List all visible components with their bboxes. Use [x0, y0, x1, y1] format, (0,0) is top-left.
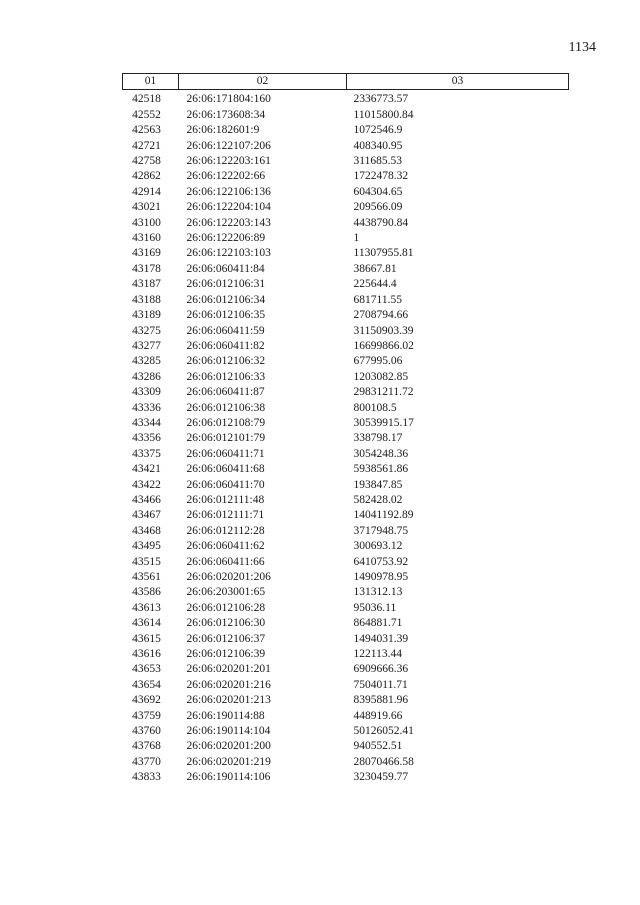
value-cell: 800108.5	[353, 401, 397, 414]
cadastral-number-cell: 26:06:122204:104	[186, 201, 271, 214]
row-id-cell: 43495	[132, 540, 161, 553]
table-row	[123, 123, 569, 138]
cadastral-number-cell: 26:06:012106:34	[186, 293, 266, 306]
table-row	[123, 601, 569, 616]
row-id-cell: 43188	[132, 293, 161, 306]
value-cell: 582428.02	[353, 493, 403, 506]
cadastral-number-cell: 26:06:122106:136	[186, 185, 271, 198]
table-row	[123, 154, 569, 169]
value-cell: 1722478.32	[353, 170, 409, 183]
cadastral-number-cell: 26:06:012106:30	[186, 617, 266, 630]
row-id-cell: 42518	[132, 93, 161, 106]
value-cell: 3230459.77	[353, 771, 409, 784]
table-row	[123, 570, 569, 585]
row-id-cell: 43285	[132, 355, 161, 368]
cadastral-number-cell: 26:06:012101:79	[186, 432, 266, 445]
cadastral-number-cell: 26:06:122107:206	[186, 139, 271, 152]
row-id-cell: 43169	[132, 247, 161, 260]
table-row	[123, 555, 569, 570]
table-row	[123, 539, 569, 554]
cadastral-number-cell: 26:06:020201:201	[186, 663, 271, 676]
value-cell: 38667.81	[353, 262, 397, 275]
table-row	[123, 185, 569, 200]
table-row	[123, 770, 569, 785]
row-id-cell: 43160	[132, 232, 161, 245]
cadastral-number-cell: 26:06:012106:28	[186, 601, 266, 614]
value-cell: 29831211.72	[353, 386, 414, 399]
table-row	[123, 709, 569, 724]
cadastral-number-cell: 26:06:060411:71	[186, 447, 265, 460]
value-cell: 11307955.81	[353, 247, 414, 260]
cadastral-number-cell: 26:06:020201:219	[186, 755, 271, 768]
cadastral-number-cell: 26:06:012106:35	[186, 309, 266, 322]
row-id-cell: 43277	[132, 339, 161, 352]
row-id-cell: 43692	[132, 694, 161, 707]
value-cell: 1490978.95	[353, 571, 409, 583]
row-id-cell: 43375	[132, 447, 161, 460]
table-row	[123, 308, 569, 323]
row-id-cell: 43021	[132, 201, 161, 214]
row-id-cell: 43653	[132, 663, 161, 676]
row-id-cell: 43275	[132, 324, 161, 337]
row-id-cell: 43344	[132, 416, 161, 429]
value-cell: 209566.09	[353, 201, 403, 214]
row-id-cell: 42758	[132, 155, 161, 168]
value-cell: 193847.85	[353, 478, 403, 491]
cadastral-number-cell: 26:06:122103:103	[186, 247, 271, 260]
cadastral-number-cell: 26:06:012106:37	[186, 632, 266, 645]
row-id-cell: 43309	[132, 386, 161, 399]
value-cell: 8395881.96	[353, 694, 409, 707]
table-row	[123, 277, 569, 292]
table-row	[123, 262, 569, 277]
row-id-cell: 43336	[132, 401, 161, 414]
row-id-cell: 43421	[132, 463, 161, 476]
table-header-row	[123, 74, 569, 90]
cadastral-number-cell: 26:06:012106:38	[186, 401, 266, 414]
value-cell: 408340.95	[353, 139, 403, 152]
row-id-cell: 43187	[132, 278, 161, 291]
row-id-cell: 43178	[132, 262, 161, 275]
cadastral-number-cell: 26:06:012106:31	[186, 278, 266, 291]
table-row	[123, 139, 569, 154]
table-row	[123, 370, 569, 385]
column-header-02: 02	[179, 74, 347, 90]
table-row	[123, 231, 569, 246]
value-cell: 225644.4	[353, 278, 397, 291]
table-row	[123, 616, 569, 631]
row-id-cell: 43356	[132, 432, 161, 445]
cadastral-number-cell: 26:06:203001:65	[186, 586, 266, 599]
row-id-cell: 43654	[132, 678, 161, 691]
value-cell: 95036.11	[353, 601, 397, 614]
table-row	[123, 216, 569, 231]
table-row	[123, 401, 569, 416]
table-row	[123, 447, 569, 462]
table-row	[123, 693, 569, 708]
row-id-cell: 42563	[132, 124, 161, 137]
value-cell: 4438790.84	[353, 216, 409, 229]
column-header-01: 01	[123, 74, 179, 90]
row-id-cell: 43466	[132, 493, 161, 506]
table-row	[123, 416, 569, 431]
row-id-cell: 43586	[132, 586, 161, 599]
row-id-cell: 43615	[132, 632, 161, 645]
table-row	[123, 755, 569, 770]
cadastral-number-cell: 26:06:012111:71	[186, 509, 265, 522]
table-row	[123, 647, 569, 662]
row-id-cell: 43770	[132, 755, 161, 768]
row-id-cell: 43760	[132, 725, 161, 738]
cadastral-number-cell: 26:06:020201:216	[186, 678, 271, 691]
cadastral-number-cell: 26:06:122202:66	[186, 170, 266, 183]
row-id-cell: 42862	[132, 170, 161, 183]
value-cell: 448919.66	[353, 709, 403, 722]
cadastral-number-cell: 26:06:012106:32	[186, 355, 266, 368]
cadastral-number-cell: 26:06:060411:87	[186, 386, 265, 399]
value-cell: 2336773.57	[353, 93, 409, 106]
table-row	[123, 508, 569, 523]
cadastral-number-cell: 26:06:190114:88	[186, 709, 265, 722]
table-row	[123, 462, 569, 477]
table-row	[123, 293, 569, 308]
value-cell: 6909666.36	[353, 663, 409, 676]
value-cell: 338798.17	[353, 432, 403, 445]
cadastral-number-cell: 26:06:020201:206	[186, 571, 271, 583]
table-row	[123, 662, 569, 677]
row-id-cell: 43100	[132, 216, 161, 229]
value-cell: 50126052.41	[353, 725, 414, 738]
data-table	[122, 73, 569, 786]
value-cell: 28070466.58	[353, 755, 414, 768]
value-cell: 5938561.86	[353, 463, 409, 476]
row-id-cell: 42914	[132, 185, 161, 198]
value-cell: 604304.65	[353, 185, 403, 198]
value-cell: 31150903.39	[353, 324, 414, 337]
row-id-cell: 43833	[132, 771, 161, 784]
cadastral-number-cell: 26:06:012112:28	[186, 524, 265, 537]
value-cell: 3054248.36	[353, 447, 409, 460]
row-id-cell: 42552	[132, 108, 161, 121]
cadastral-number-cell: 26:06:190114:106	[186, 771, 271, 784]
value-cell: 864881.71	[353, 617, 403, 630]
value-cell: 1	[353, 232, 360, 245]
cadastral-number-cell: 26:06:012106:33	[186, 370, 266, 383]
cadastral-number-cell: 26:06:012108:79	[186, 416, 266, 429]
table-row	[123, 739, 569, 754]
table-row	[123, 108, 569, 123]
value-cell: 677995.06	[353, 355, 403, 368]
cadastral-number-cell: 26:06:122203:143	[186, 216, 271, 229]
cadastral-number-cell: 26:06:122206:89	[186, 232, 266, 245]
value-cell: 300693.12	[353, 540, 403, 553]
cadastral-number-cell: 26:06:060411:68	[186, 463, 265, 476]
table-row	[123, 478, 569, 493]
cadastral-number-cell: 26:06:060411:82	[186, 339, 265, 352]
cadastral-number-cell: 26:06:060411:59	[186, 324, 265, 337]
value-cell: 16699866.02	[353, 339, 414, 352]
row-id-cell: 43515	[132, 555, 161, 568]
row-id-cell: 43614	[132, 617, 161, 630]
value-cell: 7504011.71	[353, 678, 408, 691]
table-row	[123, 632, 569, 647]
value-cell: 131312.13	[353, 586, 403, 599]
value-cell: 2708794.66	[353, 309, 409, 322]
value-cell: 6410753.92	[353, 555, 409, 568]
column-header-03: 03	[347, 74, 569, 90]
row-id-cell: 43561	[132, 571, 161, 583]
cadastral-number-cell: 26:06:060411:66	[186, 555, 265, 568]
value-cell: 14041192.89	[353, 509, 414, 522]
value-cell: 3717948.75	[353, 524, 409, 537]
value-cell: 940552.51	[353, 740, 403, 753]
value-cell: 11015800.84	[353, 108, 414, 121]
cadastral-number-cell: 26:06:173608:34	[186, 108, 266, 121]
cadastral-number-cell: 26:06:190114:104	[186, 725, 271, 738]
row-id-cell: 42721	[132, 139, 161, 152]
value-cell: 1072546.9	[353, 124, 403, 137]
table-row	[123, 385, 569, 400]
row-id-cell: 43613	[132, 601, 161, 614]
table-row	[123, 524, 569, 539]
cadastral-number-cell: 26:06:060411:84	[186, 262, 265, 275]
value-cell: 1203082.85	[353, 370, 409, 383]
cadastral-number-cell: 26:06:060411:62	[186, 540, 265, 553]
cadastral-number-cell: 26:06:012106:39	[186, 648, 266, 661]
table-row	[123, 354, 569, 369]
value-cell: 681711.55	[353, 293, 402, 306]
value-cell: 122113.44	[353, 648, 402, 661]
table-row	[123, 724, 569, 739]
row-id-cell: 43189	[132, 309, 161, 322]
cadastral-number-cell: 26:06:182601:9	[186, 124, 260, 137]
table-row	[123, 246, 569, 261]
cadastral-number-cell: 26:06:122203:161	[186, 155, 271, 168]
cadastral-number-cell: 26:06:060411:70	[186, 478, 265, 491]
cadastral-number-cell: 26:06:020201:213	[186, 694, 271, 707]
value-cell: 1494031.39	[353, 632, 409, 645]
row-id-cell: 43768	[132, 740, 161, 753]
page-number: 1134	[568, 40, 596, 55]
row-id-cell: 43467	[132, 509, 161, 522]
cadastral-number-cell: 26:06:171804:160	[186, 93, 271, 106]
table-row	[123, 324, 569, 339]
table-row	[123, 585, 569, 600]
row-id-cell: 43422	[132, 478, 161, 491]
cadastral-number-cell: 26:06:020201:200	[186, 740, 271, 753]
value-cell: 30539915.17	[353, 416, 414, 429]
table-row	[123, 200, 569, 215]
table-row	[123, 678, 569, 693]
row-id-cell: 43286	[132, 370, 161, 383]
row-id-cell: 43759	[132, 709, 161, 722]
table-body	[123, 90, 569, 786]
table-row	[123, 90, 569, 108]
table-row	[123, 339, 569, 354]
table-row	[123, 431, 569, 446]
cadastral-number-cell: 26:06:012111:48	[186, 493, 265, 506]
value-cell: 311685.53	[353, 155, 402, 168]
row-id-cell: 43616	[132, 648, 161, 661]
table-row	[123, 169, 569, 184]
table-row	[123, 493, 569, 508]
row-id-cell: 43468	[132, 524, 161, 537]
